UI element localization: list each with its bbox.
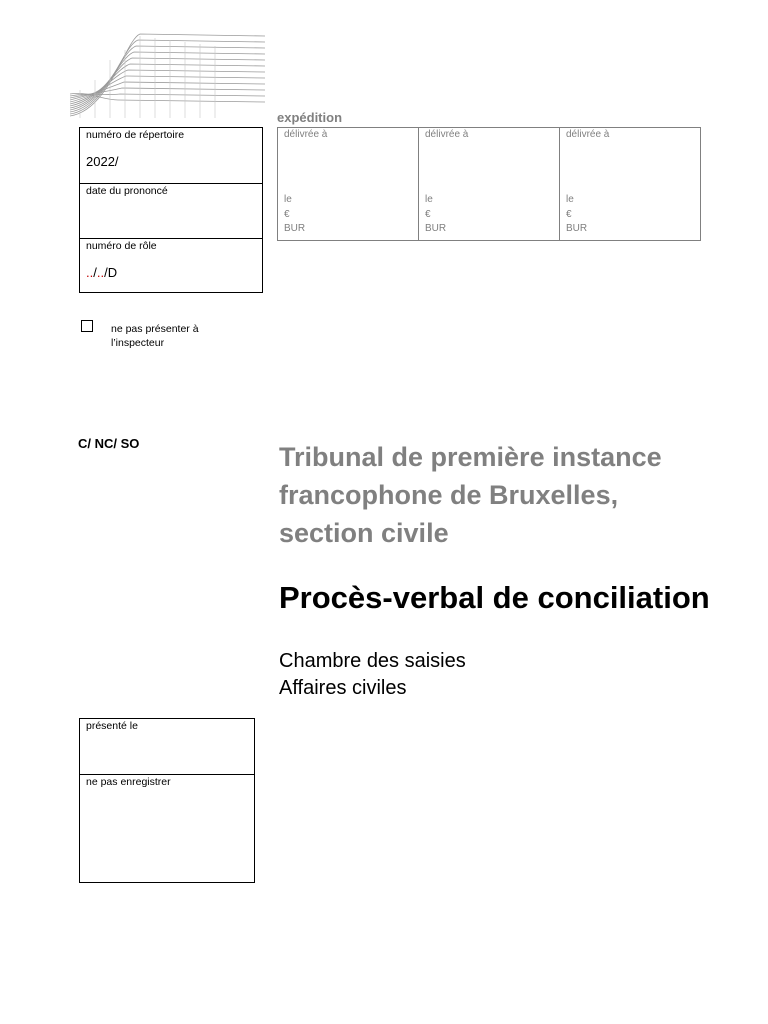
expedition-grid — [277, 127, 701, 241]
inspector-label-line-2: l’inspecteur — [111, 337, 165, 349]
expedition-title: expédition — [277, 110, 343, 125]
expedition-column — [560, 128, 700, 240]
case-code: C/ NC/ SO — [78, 436, 140, 451]
chamber-line-1: Chambre des saisies — [279, 650, 466, 672]
bur-label: BUR — [425, 223, 447, 234]
court-building-logo — [70, 30, 265, 118]
euro-label: € — [566, 209, 572, 220]
role-number-label: numéro de rôle — [86, 240, 157, 252]
not-register-label: ne pas enregistrer — [86, 776, 171, 788]
expedition-column — [278, 128, 419, 240]
chamber-info — [279, 648, 466, 702]
not-register-cell — [80, 775, 254, 882]
role-number-cell — [80, 239, 262, 293]
expedition-column — [419, 128, 560, 240]
court-heading — [279, 438, 729, 552]
role-number-red-part-2: .. — [96, 265, 105, 280]
delivered-to-label: délivrée à — [284, 129, 328, 140]
repertoire-number-cell — [80, 128, 262, 184]
pronounce-date-cell — [80, 184, 262, 239]
euro-label: € — [425, 209, 431, 220]
role-number-separator: / — [93, 265, 97, 280]
euro-label: € — [284, 209, 290, 220]
delivered-to-label: délivrée à — [425, 129, 469, 140]
court-heading-line-1: Tribunal de première instance — [279, 442, 662, 472]
document-title: Procès-verbal de conciliation — [279, 580, 710, 615]
role-number-value — [86, 265, 256, 280]
date-label: le — [284, 194, 292, 205]
date-label: le — [425, 194, 433, 205]
pronounce-date-label: date du prononcé — [86, 185, 168, 197]
bur-label: BUR — [284, 223, 306, 234]
court-heading-line-2: francophone de Bruxelles, — [279, 480, 619, 510]
inspector-checkbox[interactable] — [81, 320, 93, 332]
registry-box — [79, 127, 263, 293]
repertoire-number-value: 2022/ — [86, 154, 119, 169]
court-heading-line-3: section civile — [279, 518, 449, 548]
date-label: le — [566, 194, 574, 205]
role-number-red-part-1: .. — [86, 265, 94, 280]
presented-label: présenté le — [86, 720, 138, 732]
role-number-suffix: /D — [104, 265, 118, 280]
repertoire-number-label: numéro de répertoire — [86, 129, 185, 141]
inspector-checkbox-label — [111, 322, 221, 350]
bur-label: BUR — [566, 223, 588, 234]
presented-cell — [80, 719, 254, 775]
delivered-to-label: délivrée à — [566, 129, 610, 140]
chamber-line-2: Affaires civiles — [279, 677, 407, 699]
presentation-box — [79, 718, 255, 883]
inspector-label-line-1: ne pas présenter à — [111, 323, 199, 335]
